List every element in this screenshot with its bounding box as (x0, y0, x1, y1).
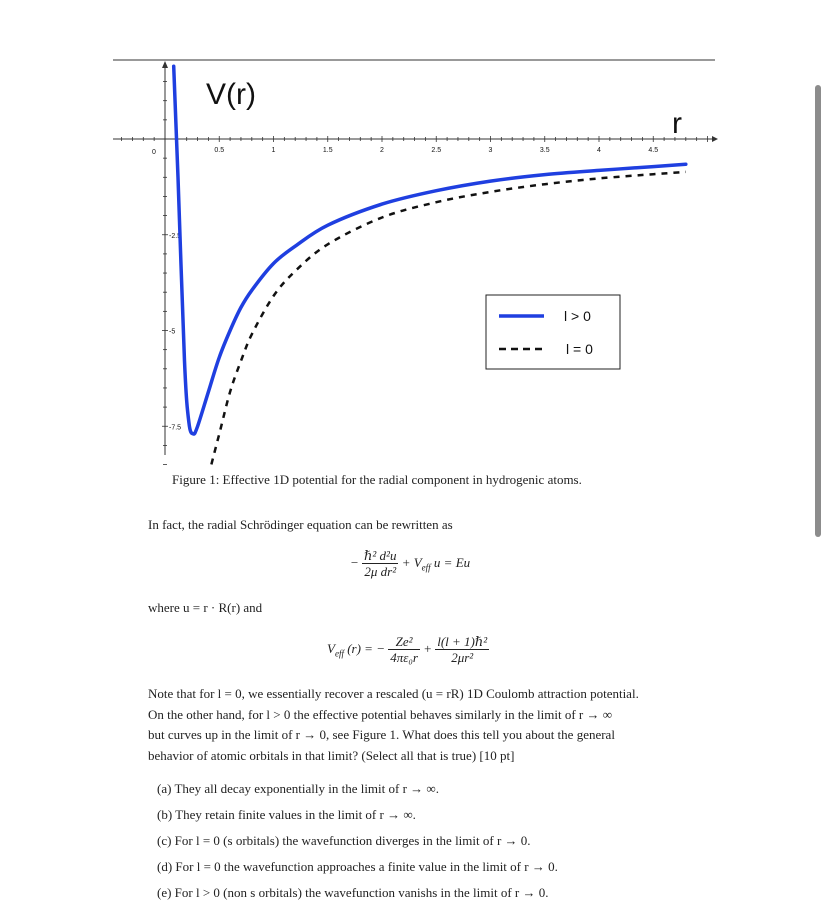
legend (486, 295, 620, 369)
scrollbar-thumb[interactable] (815, 85, 821, 537)
x-tick-label: 0.5 (214, 147, 225, 154)
legend-label-l-zero: l = 0 (566, 341, 593, 357)
x-tick-label: 1 (271, 147, 276, 154)
para-line-2: On the other hand, for l > 0 the effective potential behaves similarly in the limit of r → ∞ (148, 706, 613, 722)
eq1-denominator: 2μ dr² (364, 564, 397, 579)
eq2-num1: Ze² (388, 635, 420, 650)
eq2-fraction-1 (388, 635, 420, 665)
series-lines (174, 66, 686, 470)
eq2-lhs: V (327, 640, 335, 656)
intro-text: In fact, the radial Schrödinger equation can be rewritten as (148, 517, 453, 532)
x-tick-label: 3.5 (539, 147, 550, 154)
y-tick-label: -2.5 (169, 232, 182, 240)
x-tick-label: 2 (380, 147, 384, 154)
where-text: where u = r · R(r) and (148, 600, 263, 615)
para-line-4: behavior of atomic orbitals in that limit? (Select all that is true) [10 pt] (148, 747, 515, 763)
option-c[interactable]: (c) For l = 0 (s orbitals) the wavefunction diverges in the limit of r → 0. (157, 833, 531, 848)
origin-label: 0 (152, 149, 156, 156)
x-axis-arrow (712, 136, 718, 142)
eq1-fraction (362, 549, 398, 579)
equation-schrodinger (350, 549, 470, 579)
option-d[interactable]: (d) For l = 0 the wavefunction approaches a finite value in the limit of r → 0. (157, 859, 558, 874)
option-a[interactable]: (a) They all decay exponentially in the limit of r → ∞. (157, 781, 439, 796)
y-tick-label: -5 (169, 328, 176, 336)
eq1-rest: + V (401, 554, 422, 570)
option-e[interactable]: (e) For l > 0 (non s orbitals) the wavefunction vanishs in the limit of r → 0. (157, 885, 549, 900)
para-line-1: Note that for l = 0, we essentially recover a rescaled (u = rR) 1D Coulomb attraction potential. (148, 686, 639, 701)
y-axis-arrow (162, 61, 168, 68)
option-b[interactable]: (b) They retain finite values in the limit of r → ∞. (157, 807, 416, 822)
x-tick-label: 2.5 (431, 147, 442, 154)
equation-veff (327, 635, 489, 665)
y-axis-label: V(r) (206, 78, 256, 111)
eq2-num2: l(l + 1)ℏ² (437, 634, 488, 649)
x-tick-label: 4.5 (648, 147, 659, 154)
eq2-plus: + (423, 640, 432, 656)
series-line-l-positive (174, 66, 686, 434)
figure-caption: Figure 1: Effective 1D potential for the radial component in hydrogenic atoms. (172, 472, 582, 487)
tick-labels (169, 147, 658, 431)
x-tick-label: 1.5 (322, 147, 333, 154)
question-paragraph (148, 684, 718, 766)
eq2-arg: (r) = − (347, 640, 385, 656)
x-tick-label: 3 (488, 147, 493, 154)
eq1-sub: eff (421, 562, 431, 573)
para-line-3: but curves up in the limit of r → 0, see Figure 1. What does this tell you about the general (148, 727, 615, 742)
answer-options (157, 779, 558, 909)
eq1-tail: u = Eu (433, 554, 471, 570)
eq1-minus: − (350, 554, 359, 570)
y-tick-label: -7.5 (169, 424, 182, 432)
eq2-fraction-2 (435, 635, 489, 665)
eq2-den1: 4πε₀r (390, 650, 418, 665)
eq2-sub: eff (334, 648, 344, 659)
x-axis-label: r (672, 107, 682, 140)
x-tick-label: 4 (597, 147, 601, 154)
eq1-numerator: ℏ² d²u (364, 548, 397, 563)
legend-box (486, 295, 620, 369)
legend-label-l-positive: l > 0 (564, 308, 591, 324)
eq2-den2: 2μr² (451, 650, 474, 665)
